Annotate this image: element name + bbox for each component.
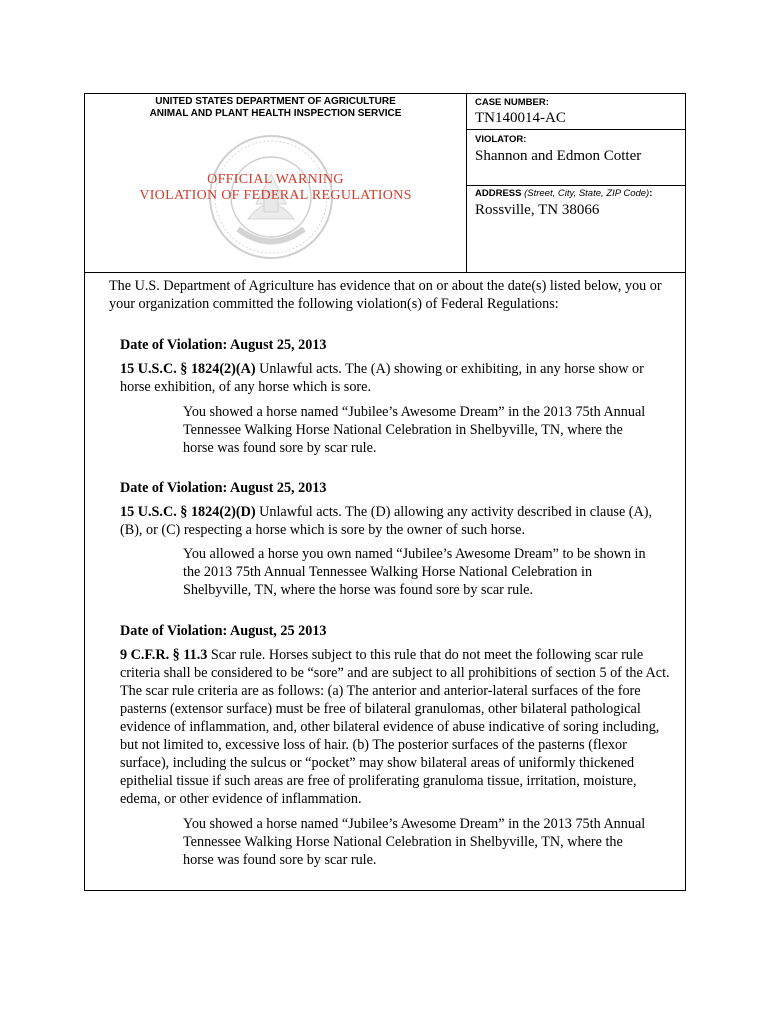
violation-date-2: Date of Violation: August 25, 2013 [120, 480, 327, 496]
intro-paragraph: The U.S. Department of Agriculture has evidence that on or about the date(s) listed below, you or your organization committed the following violation(s) of Federal Regulations: [109, 278, 662, 312]
address-label-text: ADDRESS [475, 188, 522, 199]
violation-citation-2 [120, 503, 672, 539]
citation-text-2: Unlawful acts. The (D) allowing any activity described in clause (A), (B), or (C) respecting a horse which is sore by the owner of such horse. [120, 504, 653, 538]
violator-divider [466, 185, 685, 186]
violator-value: Shannon and Edmon Cotter [475, 148, 642, 164]
case-divider [466, 129, 685, 130]
header-divider-vertical [466, 94, 467, 272]
case-number-label: CASE NUMBER: [475, 97, 549, 108]
warning-title: OFFICIAL WARNING [207, 172, 344, 187]
case-number-value: TN140014-AC [475, 110, 566, 126]
citation-2: 15 U.S.C. § 1824(2)(D) [120, 504, 256, 520]
citation-text-3: Scar rule. Horses subject to this rule that do not meet the following scar rule criteria shall be considered to be “sore” and are subject to all prohibitions of section 5 of the Act. The scar rule criteria are as follows: (a) The anterior and anterior-lateral surfaces of the fore pasterns (extensor surface) must be free of bilateral granulomas, other bilateral pathological evidence of inflammation, and, other bilateral evidence of abuse indicative of soring including, but not limited to, excessive loss of hair. (b) The posterior surfaces of the pasterns (flexor surface), including the sulcus or “pocket” may show bilateral areas of uniformly thickened epithelial tissue if such areas are free of proliferating granuloma tissue, irritation, moisture, edema, or other evidence of inflammation. [120, 647, 670, 807]
violation-finding-3: You showed a horse named “Jubilee’s Awesome Dream” in the 2013 75th Annual Tennessee Walking Horse National Celebration in Shelbyville, TN, where the horse was found sore by scar rule. [183, 816, 646, 868]
citation-text-1: Unlawful acts. The (A) showing or exhibiting, in any horse show or horse exhibition, of any horse which is sore. [120, 361, 644, 395]
address-hint: (Street, City, State, ZIP Code) [524, 188, 650, 199]
warning-subtitle: VIOLATION OF FEDERAL REGULATIONS [139, 188, 412, 203]
violator-label: VIOLATOR: [475, 134, 527, 145]
violation-date-1: Date of Violation: August 25, 2013 [120, 337, 327, 353]
violation-finding-2: You allowed a horse you own named “Jubilee’s Awesome Dream” to be shown in the 2013 75th Annual Tennessee Walking Horse National Celebration in Shelbyville, TN, where the horse was found sore by scar rule. [183, 546, 646, 598]
violation-finding-1: You showed a horse named “Jubilee’s Awesome Dream” in the 2013 75th Annual Tennessee Walking Horse National Celebration in Shelbyville, TN, where the horse was found sore by scar rule. [183, 404, 646, 456]
address-hint-wrap [524, 188, 649, 199]
warning-form [84, 93, 686, 891]
header-divider-horizontal [85, 272, 685, 273]
violation-citation-3 [120, 646, 672, 808]
address-label [475, 188, 652, 200]
citation-3: 9 C.F.R. § 11.3 [120, 647, 208, 663]
violation-citation-1 [120, 360, 672, 396]
citation-1: 15 U.S.C. § 1824(2)(A) [120, 361, 256, 377]
agency-service: ANIMAL AND PLANT HEALTH INSPECTION SERVICE [149, 108, 402, 119]
agency-name: UNITED STATES DEPARTMENT OF AGRICULTURE [155, 96, 396, 107]
address-value: Rossville, TN 38066 [475, 202, 600, 218]
violation-date-3: Date of Violation: August, 25 2013 [120, 623, 327, 639]
address-colon: : [649, 188, 653, 199]
